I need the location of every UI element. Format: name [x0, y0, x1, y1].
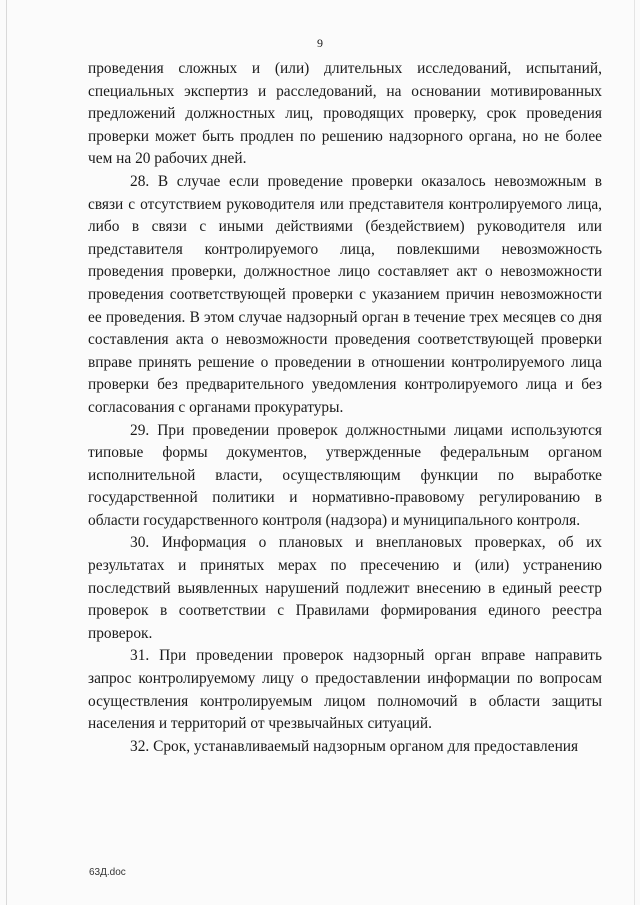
paragraph-29: 29. При проведении проверок должностными лицами используются типовые формы документов, утвержденные федеральным органом исполнительной власти, осуществляющим функции по выработке государственной политики и нормативно-правовому регулированию в области государственного контроля (надзора) и муниципального контроля.: [88, 421, 602, 529]
document-body: [88, 58, 602, 758]
paragraph-32: 32. Срок, устанавливаемый надзорным органом для предоставления: [130, 737, 579, 755]
paragraph-28: 28. В случае если проведение проверки оказалось невозможным в связи с отсутствием руководителя или представителя контролируемого лица, либо в связи с иными действиями (бездействием) руководителя или представителя контролируемого лица, повлекшими невозможность проведения проверки, должностное лицо составляет акт о невозможности проведения соответствующей проверки с указанием причин невозможности ее проведения. В этом случае надзорный орган в течение трех месяцев со дня составления акта о невозможности проведения соответствующей проверки вправе принять решение о проведении в отношении контролируемого лица проверки без предварительного уведомления контролируемого лица и без согласования с органами прокуратуры.: [88, 172, 602, 416]
page-number: 9: [317, 36, 323, 50]
page-right-edge: [634, 0, 635, 905]
paragraph-30: 30. Информация о плановых и внеплановых проверках, об их результатах и принятых мерах по пресечению и (или) устранению последствий выявленных нарушений подлежит внесению в единый реестр проверок в соответствии с Правилами формирования единого реестра проверок.: [88, 534, 602, 642]
footer-filename: 63Д.doc: [89, 867, 126, 878]
paragraph-31: 31. При проведении проверок надзорный орган вправе направить запрос контролируемому лицу о предоставлении информации по вопросам осуществления контролируемым лицом полномочий в области защиты населения и территорий от чрезвычайных ситуаций.: [88, 647, 602, 733]
page-left-edge: [6, 0, 7, 905]
paragraph-continuation: проведения сложных и (или) длительных исследований, испытаний, специальных экспертиз и расследований, на основании мотивированных предложений должностных лиц, проводящих проверку, срок проведения проверки может быть продлен по решению надзорного органа, но не более чем на 20 рабочих дней.: [88, 60, 602, 168]
